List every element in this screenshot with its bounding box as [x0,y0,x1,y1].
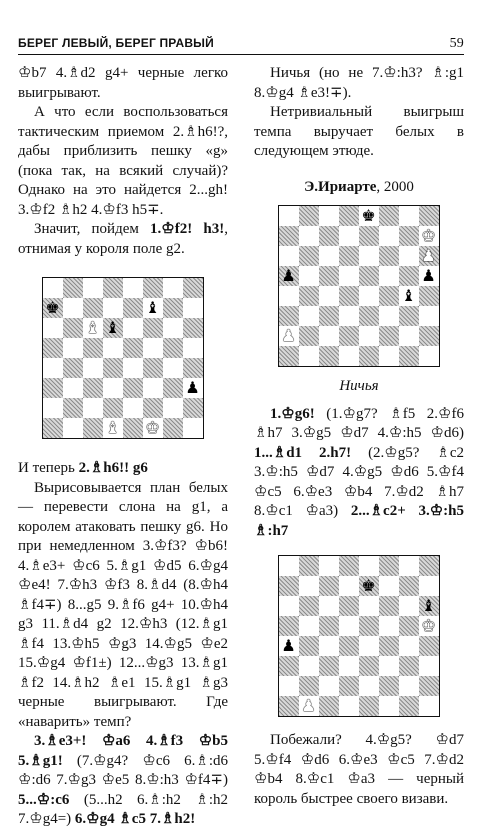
board-square [279,306,299,326]
board-square [163,378,183,398]
black-pawn-icon: ♟ [185,378,200,397]
board-square [339,656,359,676]
board-square [319,616,339,636]
board-square [379,206,399,226]
board-square [299,346,319,366]
board-square [123,358,143,378]
board-square [419,326,439,346]
board-square [63,378,83,398]
board-square [103,418,123,438]
board-square [359,656,379,676]
paragraph [18,732,228,830]
board-square [339,596,359,616]
text-run: (1.♔g7? ♗f5 2.♔f6 ♗h7 3.♔g5 ♔d7 4.♔:h5 ♔d6) [254,405,464,441]
board-square [103,398,123,418]
paragraph: Нетривиальный выигрыш темпа выручает белых в следующем этюде. [254,104,464,159]
board-square [83,338,103,358]
board-square [123,378,143,398]
board-square [103,298,123,318]
board-square [183,378,203,398]
board-square [163,278,183,298]
board-square [319,556,339,576]
chess-diagram-2 [278,205,441,367]
board-square [379,346,399,366]
board-square [359,246,379,266]
board-square [163,298,183,318]
board-square [43,358,63,378]
board-square [183,318,203,338]
board-square [379,676,399,696]
board-square [379,616,399,636]
move-text: 1.♔f2! h3! [150,221,225,237]
board-square [399,676,419,696]
board-square [399,656,419,676]
black-king-icon: ♚ [361,576,376,595]
board-square [339,246,359,266]
board-square [339,346,359,366]
board-square [103,318,123,338]
board-square [339,636,359,656]
board-square [83,398,103,418]
move-text: 3.♗e3+! ♔a6 4.♗f3 ♔b5 5.♗g1! [18,733,228,769]
text-run: (7.♔g4? ♔c6 6.♗:d6 ♔:d6 7.♔g3 ♔e5 8.♔:h3 ♔f4∓) [18,752,228,788]
move-text: 5...♔:c6 [18,791,84,808]
board-square [359,576,379,596]
board-square [319,326,339,346]
board-square [123,398,143,418]
board-square [419,556,439,576]
board-square [299,306,319,326]
text-run: (5...h2 6.♗:h2 ♗:h2 7.♔g4=) [18,791,228,827]
board-square [399,636,419,656]
board-square [399,226,419,246]
board-square [183,278,203,298]
board-square [299,676,319,696]
board-square [379,656,399,676]
board-square [103,278,123,298]
board-square [279,636,299,656]
black-bishop-icon: ♝ [105,318,120,337]
board-square [279,226,299,246]
board-square [103,378,123,398]
chess-board [278,555,440,717]
board-square [419,676,439,696]
board-square [123,298,143,318]
board-square [83,318,103,338]
board-square [279,576,299,596]
board-square [419,696,439,716]
board-square [183,338,203,358]
board-square [359,226,379,246]
text-run: Значит, пойдем [34,221,151,237]
board-square [359,326,379,346]
board-square [339,326,359,346]
board-square [359,636,379,656]
board-square [319,696,339,716]
white-pawn-icon: ♟ [421,246,436,265]
board-square [63,398,83,418]
board-square [43,338,63,358]
board-square [319,576,339,596]
board-square [163,418,183,438]
board-square [319,206,339,226]
chess-board [278,205,440,367]
board-square [419,346,439,366]
board-square [143,338,163,358]
paragraph [18,459,228,479]
board-square [299,556,319,576]
board-square [359,286,379,306]
study-result: Ничья [339,378,379,394]
board-square [43,298,63,318]
white-bishop-icon: ♝ [85,318,100,337]
board-square [399,346,419,366]
text-run: И теперь [18,460,79,476]
board-square [379,556,399,576]
board-square [299,696,319,716]
board-square [339,556,359,576]
paragraph [254,405,464,542]
board-square [319,596,339,616]
board-square [299,206,319,226]
paragraph: Побежали? 4.♔g5? ♔d7 5.♔f4 ♔d6 6.♔e3 ♔c5 7.♔d2 ♔b4 8.♔c1 ♔a3 — черный король быстрее своего визави. [254,732,464,807]
board-square [279,616,299,636]
board-square [63,318,83,338]
board-square [163,358,183,378]
board-square [379,596,399,616]
board-square [43,398,63,418]
board-square [359,696,379,716]
white-pawn-icon: ♟ [281,326,296,345]
black-bishop-icon: ♝ [421,596,436,615]
board-square [163,398,183,418]
board-square [379,306,399,326]
board-square [319,636,339,656]
board-square [319,246,339,266]
board-square [359,556,379,576]
board-square [359,346,379,366]
black-pawn-icon: ♟ [421,266,436,285]
right-column [254,64,464,809]
white-king-icon: ♚ [421,226,436,245]
paragraph: А что если воспользоваться тактическим приемом 2.♗h6!?, дабы приблизить пешку «g» (пока так, на всякий случай)? Однако на это найдется 2...gh! 3.♔f2 ♗h2 4.♔f3 h5∓. [18,104,228,218]
board-square [359,266,379,286]
board-square [299,226,319,246]
board-square [359,306,379,326]
board-square [43,418,63,438]
board-square [399,576,419,596]
board-square [419,286,439,306]
board-square [279,596,299,616]
paragraph: ♔b7 4.♗d2 g4+ черные легко выигрывают. [18,65,228,101]
board-square [379,636,399,656]
board-square [299,286,319,306]
board-square [299,636,319,656]
board-square [279,206,299,226]
board-square [319,286,339,306]
board-square [339,206,359,226]
board-square [183,418,203,438]
board-square [319,656,339,676]
white-king-icon: ♚ [421,616,436,635]
board-square [379,326,399,346]
board-square [279,286,299,306]
move-text: 2...♗c2+ 3.♔:h5 ♗:h7 [254,503,464,539]
board-square [399,596,419,616]
board-square [279,556,299,576]
board-square [379,246,399,266]
board-square [419,266,439,286]
board-square [123,338,143,358]
board-square [359,206,379,226]
board-square [299,326,319,346]
board-square [279,696,299,716]
page-number: 59 [449,36,464,51]
board-square [379,696,399,716]
board-square [419,576,439,596]
chess-board [42,277,204,439]
board-square [419,226,439,246]
white-pawn-icon: ♟ [301,696,316,715]
black-king-icon: ♚ [45,298,60,317]
board-square [83,298,103,318]
board-square [319,676,339,696]
board-square [163,318,183,338]
board-square [359,676,379,696]
board-square [399,556,419,576]
paragraph: Ничья (но не 7.♔:h3? ♗:g1 8.♔g4 ♗e3!∓). [254,65,464,101]
board-square [183,398,203,418]
board-square [143,318,163,338]
board-square [123,418,143,438]
board-square [63,418,83,438]
white-bishop-icon: ♝ [105,418,120,437]
board-square [123,278,143,298]
board-square [339,286,359,306]
move-text: 1...♗d1 2.h7! [254,444,369,461]
chess-diagram-1 [42,277,205,439]
board-square [399,266,419,286]
board-square [63,298,83,318]
board-square [399,306,419,326]
black-bishop-icon: ♝ [145,298,160,317]
header-title: БЕРЕГ ЛЕВЫЙ, БЕРЕГ ПРАВЫЙ [18,36,214,50]
board-square [379,226,399,246]
board-square [299,616,319,636]
board-square [299,266,319,286]
board-square [419,246,439,266]
board-square [299,246,319,266]
board-square [339,576,359,596]
board-square [419,656,439,676]
left-column [18,64,228,830]
board-square [339,696,359,716]
board-square [419,616,439,636]
paragraph: Вырисовывается план белых — перевести слона на g1, а королем атаковать пешку g6. Но при немедленном 3.♔f3? ♔b6! 4.♗e3+ ♔c6 5.♗g1 ♔d5 6.♔g4 ♔e4! 7.♔h3 ♔f3 8.♗d4 (8.♔h4 ♗f4∓) 8...g5 9.♗f6 g4+ 10.♔h4 g3 11.♗d4 g2 12.♔h3 (12.♗g1 ♗f4 13.♔h5 ♔g3 14.♔g5 ♔e2 15.♔g4 ♔f1±) 12...♔g3 13.♗g1 ♗f2 14.♗h2 ♗e1 15.♗g1 ♗g3 черные выигрывают. Где «наварить» темп? [18,479,228,730]
study-year: , 2000 [376,178,414,195]
board-square [143,398,163,418]
move-text: 1.♔g6! [270,405,327,422]
move-text: 2.♗h6!! g6 [78,460,148,476]
board-square [83,418,103,438]
board-square [83,358,103,378]
board-square [319,266,339,286]
board-square [43,378,63,398]
board-square [419,636,439,656]
board-square [279,326,299,346]
black-bishop-icon: ♝ [401,286,416,305]
board-square [339,676,359,696]
board-square [63,358,83,378]
text-run: , отнимая у короля поле g2. [18,221,228,257]
white-king-icon: ♚ [145,418,160,437]
board-square [399,696,419,716]
board-square [279,246,299,266]
board-square [279,346,299,366]
board-square [379,266,399,286]
board-square [43,278,63,298]
board-square [319,306,339,326]
move-text: 6.♔g4 ♗c5 7.♗h2! [74,811,196,827]
board-square [299,576,319,596]
board-square [339,266,359,286]
board-square [379,286,399,306]
board-square [83,378,103,398]
board-square [419,596,439,616]
board-square [163,338,183,358]
board-square [183,298,203,318]
board-square [143,298,163,318]
board-square [299,656,319,676]
board-square [419,306,439,326]
board-square [103,358,123,378]
board-square [399,616,419,636]
board-square [359,596,379,616]
study-caption [254,178,464,198]
board-square [279,266,299,286]
board-square [419,206,439,226]
board-square [379,576,399,596]
running-header [18,36,464,55]
board-square [103,338,123,358]
author-name: Э.Ириарте [304,178,377,195]
board-square [63,278,83,298]
board-square [279,656,299,676]
board-square [143,418,163,438]
black-king-icon: ♚ [361,206,376,225]
chess-diagram-3 [278,555,441,717]
board-square [339,226,359,246]
board-square [63,338,83,358]
board-square [299,596,319,616]
board-square [359,616,379,636]
text-run: (2.♔g5? ♗c2 3.♔:h5 ♔d7 4.♔g5 ♔d6 5.♔f4 ♔c5 6.♔e3 ♔b4 7.♔d2 ♗h7 8.♔c1 ♔a3) [254,444,464,519]
board-square [339,616,359,636]
board-square [319,346,339,366]
board-square [399,286,419,306]
board-square [319,226,339,246]
black-pawn-icon: ♟ [281,636,296,655]
board-square [143,358,163,378]
board-square [339,306,359,326]
board-square [43,318,63,338]
board-square [183,358,203,378]
board-square [143,378,163,398]
board-square [399,246,419,266]
board-square [399,206,419,226]
black-pawn-icon: ♟ [281,266,296,285]
board-square [399,326,419,346]
board-square [123,318,143,338]
board-square [279,676,299,696]
board-square [143,278,163,298]
board-square [83,278,103,298]
paragraph [18,220,228,259]
